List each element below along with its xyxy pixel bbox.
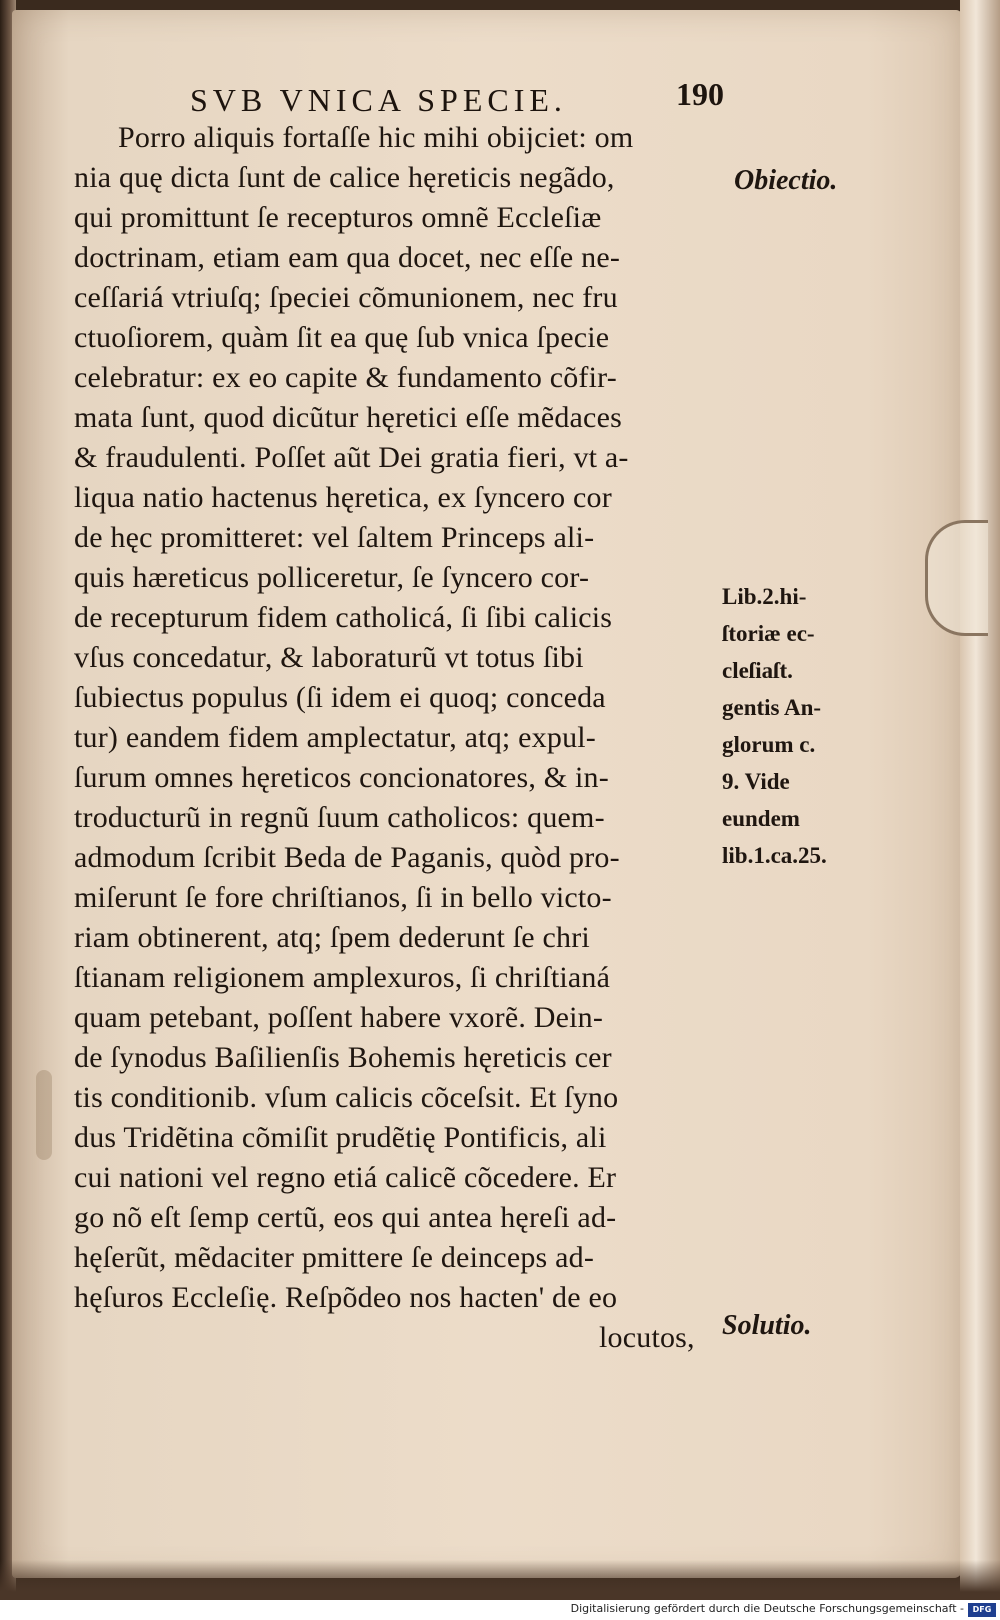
- reference-line: glorum c.: [722, 732, 816, 757]
- text-line: hęſerũt, mẽdaciter pmittere ſe deinceps ad-: [74, 1241, 595, 1274]
- bottom-shadow: [0, 1560, 1000, 1600]
- paper-stain: [36, 1070, 52, 1160]
- funding-credit: Digitalisierung gefördert durch die Deutsche Forschungsgemeinschaft -: [570, 1602, 964, 1615]
- text-line: Porro aliquis fortaſſe hic mihi obijciet: om: [118, 121, 634, 154]
- text-line: riam obtinerent, atq; ſpem dederunt ſe chri: [74, 921, 590, 954]
- marginal-reference: [722, 578, 827, 874]
- text-line: mata ſunt, quod dicũtur hęretici eſſe mẽdaces: [74, 401, 622, 434]
- running-head: SVB VNICA SPECIE.: [190, 82, 567, 118]
- text-line: de recepturum fidem catholicá, ſi ſibi calicis: [74, 601, 613, 634]
- right-page-edge: [960, 0, 1000, 1600]
- text-line: go nõ eſt ſemp certũ, eos qui antea hęreſi ad-: [74, 1201, 617, 1234]
- text-line: quam petebant, poſſent habere vxorẽ. Dein-: [74, 1001, 604, 1034]
- text-line: tis conditionib. vſum calicis cõceſsit. Et ſyno: [74, 1081, 619, 1114]
- text-line: ſtianam religionem amplexuros, ſi chriſtianá: [74, 961, 611, 994]
- text-line: liqua natio hactenus hęretica, ex ſyncero cor: [74, 481, 612, 514]
- footer-bar: [0, 1600, 1000, 1620]
- reference-line: cleſiaſt.: [722, 658, 793, 683]
- text-line: ctuoſiorem, quàm ſit ea quę ſub vnica ſpecie: [74, 321, 610, 354]
- text-line: ceſſariá vtriuſq; ſpeciei cõmunionem, nec fru: [74, 281, 618, 314]
- catchword: locutos,: [599, 1321, 695, 1354]
- reference-line: 9. Vide: [722, 769, 790, 794]
- marginal-objectio: Obiectio.: [734, 165, 838, 196]
- folio-number: 190: [676, 76, 724, 112]
- reference-line: lib.1.ca.25.: [722, 843, 827, 868]
- dfg-logo: DFG: [968, 1603, 996, 1617]
- text-line: vſus concedatur, & laboraturũ vt totus ſibi: [74, 641, 584, 674]
- main-text-block: [74, 118, 724, 1358]
- text-line: miſerunt ſe fore chriſtianos, ſi in bello victo-: [74, 881, 612, 914]
- text-line: ſurum omnes hęreticos concionatores, & in-: [74, 761, 609, 794]
- reference-line: gentis An-: [722, 695, 822, 720]
- text-line: hęſuros Eccleſię. Reſpõdeo nos hacten' de eo: [74, 1281, 618, 1314]
- text-line: celebratur: ex eo capite & fundamento cõfir-: [74, 361, 617, 394]
- text-line: quis hæreticus polliceretur, ſe ſyncero cor-: [74, 561, 590, 594]
- reference-line: Lib.2.hi-: [722, 584, 807, 609]
- reference-line: eundem: [722, 806, 800, 831]
- text-line: nia quę dicta ſunt de calice hęreticis negãdo,: [74, 161, 615, 194]
- text-line: dus Tridẽtina cõmiſit prudẽtię Pontificis, ali: [74, 1121, 607, 1154]
- marginal-solutio: Solutio.: [722, 1310, 812, 1341]
- text-line: troducturũ in regnũ ſuum catholicos: quem-: [74, 801, 605, 834]
- text-line: de hęc promitteret: vel ſaltem Princeps ali-: [74, 521, 595, 554]
- text-line: ſubiectus populus (ſi idem ei quoq; conceda: [74, 681, 606, 714]
- text-line: admodum ſcribit Beda de Paganis, quòd pro-: [74, 841, 620, 874]
- text-line: cui nationi vel regno etiá calicẽ cõcedere. Er: [74, 1161, 617, 1194]
- text-line: & fraudulenti. Poſſet aũt Dei gratia fieri, vt a-: [74, 441, 629, 474]
- text-line: de ſynodus Baſilienſis Bohemis hęreticis cer: [74, 1041, 612, 1074]
- book-clasp: [925, 520, 988, 636]
- text-line: tur) eandem fidem amplectatur, atq; expul-: [74, 721, 596, 754]
- text-line: qui promittunt ſe recepturos omnẽ Eccleſiæ: [74, 201, 602, 234]
- reference-line: ſtoriæ ec-: [722, 621, 815, 646]
- text-line: doctrinam, etiam eam qua docet, nec eſſe ne-: [74, 241, 621, 274]
